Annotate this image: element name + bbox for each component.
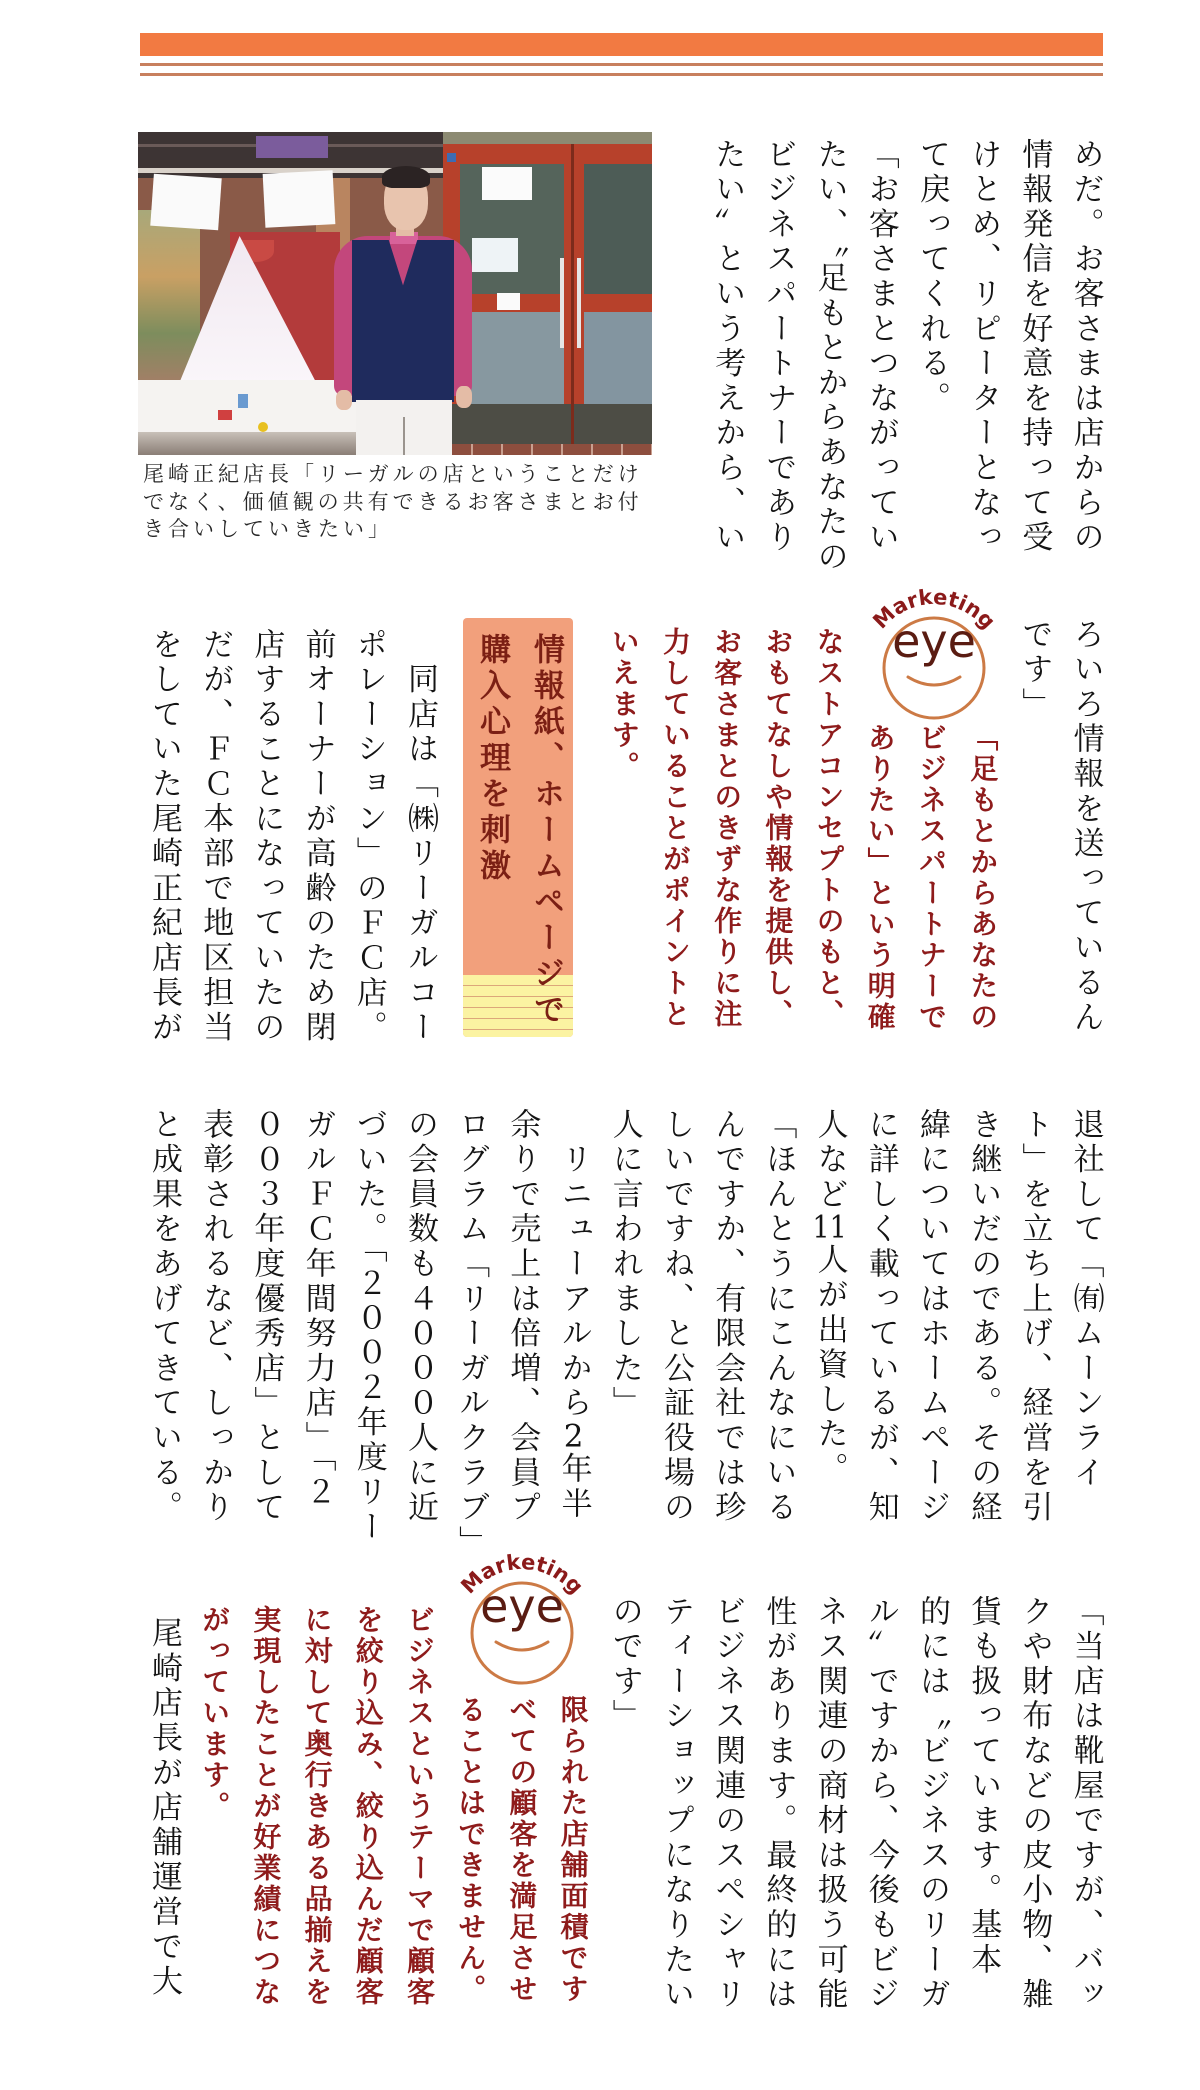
header-orange-bar xyxy=(140,33,1103,56)
caption-line: 尾崎正紀店長「リーガルの店ということだけ xyxy=(143,462,643,486)
marketing-eye-note-2 xyxy=(189,1605,599,2075)
text-column: 限られた店舗面積です xyxy=(556,1695,590,2005)
marketing-arc-text: Marketing xyxy=(868,584,1001,634)
text-column: 店することになっていたの xyxy=(248,628,285,1046)
text-column: たい〟という考えから、い xyxy=(709,138,746,556)
header-rule-line xyxy=(140,73,1103,76)
photo-window-sign xyxy=(150,174,221,231)
eye-word: eye xyxy=(480,1579,564,1633)
photo-counter-item xyxy=(238,394,248,408)
text-column: 実現したことが好業績につな xyxy=(249,1605,283,2008)
store-front-photo xyxy=(138,132,652,455)
text-column: ビジネスパートナーで xyxy=(915,723,948,1033)
text-column: 表彰されるなど、しっかり xyxy=(197,1108,234,1526)
eye-word: eye xyxy=(892,614,976,668)
text-column: に詳しく載っているが、知 xyxy=(862,1108,899,1526)
text-column: 尾崎店長が店舗運営で大 xyxy=(146,1582,182,2000)
photo-door-sign xyxy=(497,293,520,310)
text-column: お客さまとのきずな作りに注 xyxy=(710,627,744,1030)
text-column: ることはできません。 xyxy=(454,1695,488,2005)
text-column: 同店は「㈱リーガルコー xyxy=(402,628,438,1046)
text-column: 人に言われました」 xyxy=(606,1108,643,1422)
text-column: を絞り込み、絞り込んだ顧客 xyxy=(351,1605,385,2008)
text-column: 「お客さまとつながってい xyxy=(862,138,899,556)
text-column: き継いだのである。その経 xyxy=(965,1108,1002,1526)
photo-door-sign xyxy=(482,167,532,200)
marketing-eye-note-1 xyxy=(599,627,1009,1097)
text-column: ト」を立ち上げ、経営を引 xyxy=(1016,1108,1053,1526)
photo-door-handle xyxy=(577,258,581,348)
text-column: ００３年度優秀店」として xyxy=(248,1108,285,1526)
photo-counter-item xyxy=(218,410,232,420)
section-heading xyxy=(465,633,573,1033)
text-column: 緯についてはホームページ xyxy=(914,1108,950,1526)
photo-door-split xyxy=(571,144,574,444)
photo-purple-goods xyxy=(256,136,328,158)
text-column: クや財布などの皮小物、雑 xyxy=(1016,1595,1053,2013)
text-column: 貨も扱っています。基本 xyxy=(965,1595,1002,1978)
text-column: ガルＦＣ年間努力店」「２ xyxy=(299,1108,336,1511)
photo-floor-tiles xyxy=(443,444,652,455)
header-rule-line xyxy=(140,63,1103,66)
section-heading-line: 購入心理を刺激 xyxy=(474,633,510,885)
text-column: づいた。「２００２年度リー xyxy=(350,1108,387,1545)
text-column: いえます。 xyxy=(607,627,641,782)
text-column: のです」 xyxy=(606,1595,643,1735)
photo-caption xyxy=(143,461,663,544)
text-column: 退社して「㈲ムーンライ xyxy=(1067,1108,1104,1491)
article-tier-2-left xyxy=(138,628,445,1098)
text-column: 情報発信を好意を持って受 xyxy=(1016,138,1053,556)
text-column: がっています。 xyxy=(198,1605,232,1822)
text-column: 余りで売上は倍増、会員プ xyxy=(504,1108,541,1526)
text-column: なストアコンセプトのもと、 xyxy=(812,627,846,1030)
section-heading-box xyxy=(463,618,573,1037)
text-column: 人など11人が出資した。 xyxy=(811,1108,848,1488)
text-column: 「ほんとうにこんなにいる xyxy=(760,1108,797,1526)
photo-door-sign xyxy=(472,238,518,272)
text-column: 的には〝ビジネスのリーガ xyxy=(914,1595,950,2013)
photo-person-hair xyxy=(382,166,430,188)
photo-person-hand xyxy=(456,386,472,408)
text-column: ろいろ情報を送っているん xyxy=(1067,618,1104,1036)
text-column: ポレーション」のＦＣ店。 xyxy=(350,628,387,1046)
caption-line: でなく、価値観の共有できるお客さまとお付 xyxy=(143,489,643,514)
text-column: たい、〝足もとからあなたの xyxy=(811,138,848,575)
photo-door-glass xyxy=(584,164,652,294)
text-column: 前オーナーが高齢のため閉 xyxy=(299,628,336,1046)
text-column: 力していることがポイントと xyxy=(658,627,692,1030)
text-column: に対して奥行きある品揃えを xyxy=(300,1605,334,2008)
section-heading-line: 情報紙、ホームページで xyxy=(528,633,564,1029)
text-column: んですか、有限会社では珍 xyxy=(709,1108,746,1526)
text-column: ありたい」という明確 xyxy=(863,723,897,1033)
article-tier-1 xyxy=(701,138,1111,608)
text-column: めだ。お客さまは店からの xyxy=(1067,138,1104,556)
photo-person-hand xyxy=(336,390,352,410)
text-column: ビジネス関連のスペシャリ xyxy=(709,1595,746,2013)
article-tier-3 xyxy=(138,1108,1111,1578)
article-tier-4-right xyxy=(599,1595,1111,2065)
text-column: おもてなしや情報を提供し、 xyxy=(761,627,795,1030)
text-column: です」 xyxy=(1016,618,1053,723)
photo-door-header xyxy=(443,132,652,144)
text-column: て戻ってくれる。 xyxy=(914,138,950,417)
text-column: ネス関連の商材は扱う可能 xyxy=(811,1595,848,2013)
photo-door-sticker xyxy=(447,153,456,162)
text-column: ログラム「リーガルクラブ」 xyxy=(453,1108,490,1561)
text-column: と成果をあげてきている。 xyxy=(145,1108,182,1526)
text-column: けとめ、リピーターとなっ xyxy=(965,138,1002,556)
text-column: ル〟ですから、今後もビジ xyxy=(862,1595,899,2013)
text-column: ビジネスというテーマで顧客 xyxy=(403,1605,436,2008)
article-tier-4-left xyxy=(138,1582,189,2052)
photo-window-sign xyxy=(263,170,336,228)
text-column: ビジネスパートナーであり xyxy=(760,138,797,556)
caption-line: き合いしていきたい」 xyxy=(143,517,393,541)
marketing-arc-text: Marketing xyxy=(456,1549,589,1599)
text-column: だが、ＦＣ本部で地区担当 xyxy=(197,628,234,1046)
photo-door-glass xyxy=(584,312,652,404)
text-column: しいですね、と公証役場の xyxy=(657,1108,694,1526)
photo-door-kick-panel xyxy=(443,404,652,444)
text-column: ティーショップになりたい xyxy=(657,1595,694,2013)
text-column: 性があります。最終的には xyxy=(760,1595,797,2013)
text-column: リニューアルから2年半 xyxy=(555,1108,592,1522)
text-column: 「足もとからあなたの xyxy=(966,723,1000,1033)
text-column: 「当店は靴屋ですが、バッ xyxy=(1067,1595,1104,2013)
photo-door-handle xyxy=(560,258,564,348)
text-column: をしていた尾崎正紀店長が xyxy=(145,628,182,1046)
photo-person-pants-crease xyxy=(403,417,405,455)
article-tier-2-right xyxy=(1008,618,1110,1088)
photo-door-glass xyxy=(460,312,564,404)
text-column: べての顧客を満足させ xyxy=(505,1695,539,2005)
text-column: の会員数も４０００人に近 xyxy=(401,1108,438,1526)
photo-counter-item xyxy=(258,422,268,432)
